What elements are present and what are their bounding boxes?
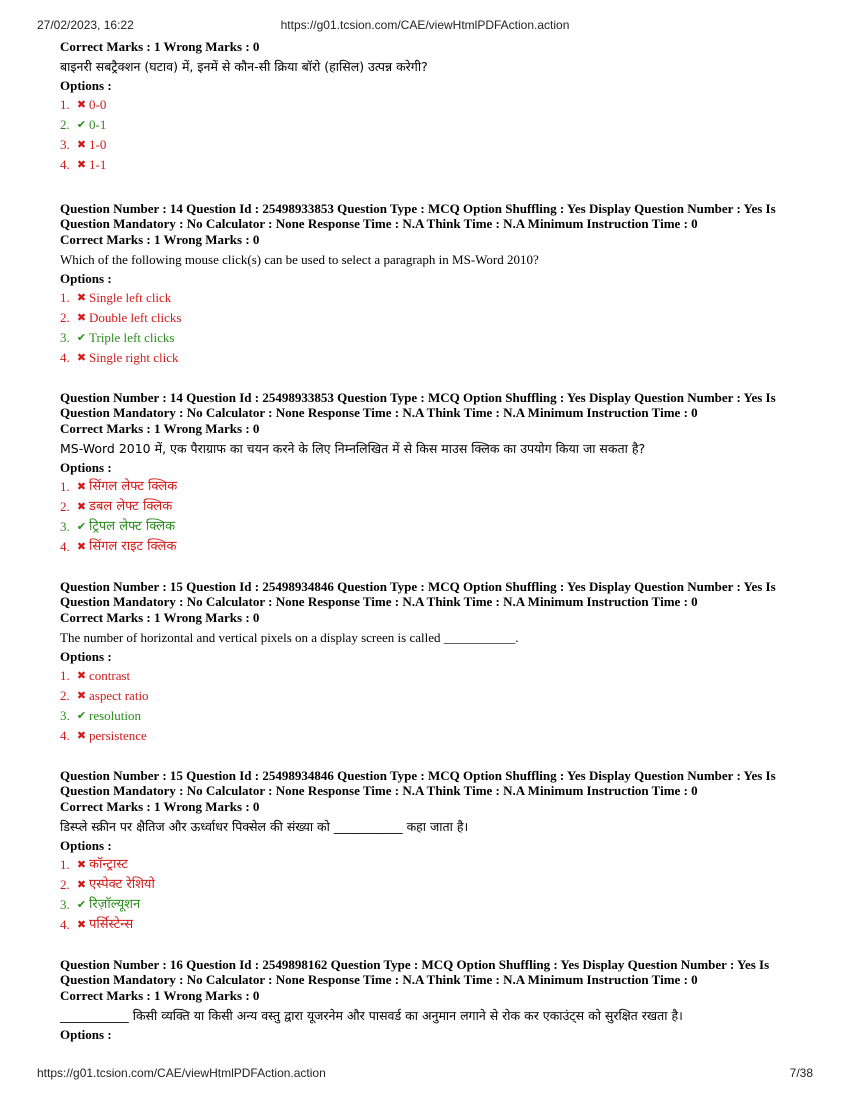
page-number: 7/38 — [789, 1066, 813, 1080]
option-text: सिंगल लेफ्ट क्लिक — [89, 479, 178, 494]
option-item — [60, 348, 800, 368]
question-meta: Question Mandatory : No Calculator : None Response Time : N.A Think Time : N.A Minimum Instruction Time : 0 — [60, 972, 698, 987]
marks-line: Correct Marks : 1 Wrong Marks : 0 — [60, 39, 260, 54]
option-item — [60, 855, 800, 875]
marks-line: Correct Marks : 1 Wrong Marks : 0 — [60, 421, 260, 436]
option-text: 0-1 — [89, 117, 107, 132]
option-item — [60, 115, 800, 135]
question-block — [60, 201, 800, 368]
option-item — [60, 477, 800, 497]
question-text: बाइनरी सबट्रैक्शन (घटाव) में, इनमें से कौन-सी क्रिया बॉरो (हासिल) उत्पन्न करेगी? — [60, 59, 428, 74]
option-number: 3. — [60, 897, 70, 912]
options-heading: Options : — [60, 649, 112, 664]
options-heading: Options : — [60, 271, 112, 286]
question-block — [60, 579, 800, 746]
marks-line: Correct Marks : 1 Wrong Marks : 0 — [60, 610, 260, 625]
question-text: डिस्प्ले स्क्रीन पर क्षैतिज और ऊर्ध्वाधर पिक्सेल की संख्या को ___________ कहा जाता है। — [60, 819, 469, 834]
option-number: 2. — [60, 499, 70, 514]
options-heading: Options : — [60, 838, 112, 853]
question-meta: Question Number : 14 Question Id : 25498933853 Question Type : MCQ Option Shuffling : Yes Display Question Number : Yes Is — [60, 390, 776, 405]
cross-icon: ✖ — [76, 541, 87, 553]
question-meta: Question Mandatory : No Calculator : None Response Time : N.A Think Time : N.A Minimum Instruction Time : 0 — [60, 783, 698, 798]
marks-line: Correct Marks : 1 Wrong Marks : 0 — [60, 799, 260, 814]
page-url: https://g01.tcsion.com/CAE/viewHtmlPDFAction.action — [280, 18, 570, 32]
option-number: 2. — [60, 117, 70, 132]
cross-icon: ✖ — [76, 501, 87, 513]
option-text: Single right click — [89, 350, 179, 365]
option-number: 2. — [60, 688, 70, 703]
options-heading: Options : — [60, 78, 112, 93]
question-meta: Question Mandatory : No Calculator : None Response Time : N.A Think Time : N.A Minimum Instruction Time : 0 — [60, 594, 698, 609]
option-item — [60, 497, 800, 517]
option-item — [60, 328, 800, 348]
option-item — [60, 537, 800, 557]
option-number: 2. — [60, 877, 70, 892]
check-icon: ✔ — [76, 710, 87, 722]
option-item — [60, 706, 800, 726]
cross-icon: ✖ — [76, 99, 87, 111]
option-item — [60, 517, 800, 537]
question-meta: Question Mandatory : No Calculator : None Response Time : N.A Think Time : N.A Minimum Instruction Time : 0 — [60, 216, 698, 231]
option-number: 4. — [60, 157, 70, 172]
option-number: 1. — [60, 97, 70, 112]
cross-icon: ✖ — [76, 139, 87, 151]
option-number: 1. — [60, 857, 70, 872]
option-item — [60, 155, 800, 175]
question-block — [60, 390, 800, 557]
option-item — [60, 666, 800, 686]
option-text: पर्सिस्टेन्स — [89, 917, 134, 932]
option-number: 3. — [60, 330, 70, 345]
option-text: persistence — [89, 728, 147, 743]
cross-icon: ✖ — [76, 859, 87, 871]
question-text: Which of the following mouse click(s) can be used to select a paragraph in MS-Word 2010? — [60, 252, 539, 267]
question-block — [60, 957, 800, 1044]
option-text: 1-0 — [89, 137, 107, 152]
cross-icon: ✖ — [76, 292, 87, 304]
option-item — [60, 308, 800, 328]
option-item — [60, 915, 800, 935]
question-text: MS-Word 2010 में, एक पैराग्राफ का चयन करने के लिए निम्नलिखित में से किस माउस क्लिक का उपयोग किया जा सकता है? — [60, 441, 646, 456]
question-meta: Question Number : 16 Question Id : 2549898162 Question Type : MCQ Option Shuffling : Yes Display Question Number : Yes Is — [60, 957, 770, 972]
option-number: 4. — [60, 350, 70, 365]
question-block — [60, 768, 800, 935]
option-number: 4. — [60, 917, 70, 932]
question-paper — [60, 38, 800, 1066]
option-text: resolution — [89, 708, 141, 723]
question-meta: Question Number : 15 Question Id : 25498934846 Question Type : MCQ Option Shuffling : Yes Display Question Number : Yes Is — [60, 768, 776, 783]
question-list — [60, 201, 800, 1044]
cross-icon: ✖ — [76, 919, 87, 931]
marks-line: Correct Marks : 1 Wrong Marks : 0 — [60, 988, 260, 1003]
cross-icon: ✖ — [76, 481, 87, 493]
page-footer — [0, 1066, 850, 1082]
option-number: 4. — [60, 728, 70, 743]
option-number: 1. — [60, 668, 70, 683]
options-list — [60, 855, 800, 935]
options-list — [60, 477, 800, 557]
cross-icon: ✖ — [76, 670, 87, 682]
cross-icon: ✖ — [76, 159, 87, 171]
options-list — [60, 666, 800, 746]
page-header — [0, 18, 850, 34]
check-icon: ✔ — [76, 119, 87, 131]
option-item — [60, 135, 800, 155]
option-text: contrast — [89, 668, 131, 683]
cross-icon: ✖ — [76, 690, 87, 702]
question-meta: Question Number : 15 Question Id : 25498934846 Question Type : MCQ Option Shuffling : Yes Display Question Number : Yes Is — [60, 579, 776, 594]
check-icon: ✔ — [76, 332, 87, 344]
option-item — [60, 875, 800, 895]
question-text: The number of horizontal and vertical pixels on a display screen is called ___________. — [60, 630, 519, 645]
check-icon: ✔ — [76, 521, 87, 533]
cross-icon: ✖ — [76, 312, 87, 324]
option-number: 3. — [60, 708, 70, 723]
option-text: सिंगल राइट क्लिक — [89, 539, 177, 554]
option-number: 3. — [60, 137, 70, 152]
option-number: 4. — [60, 539, 70, 554]
cross-icon: ✖ — [76, 879, 87, 891]
check-icon: ✔ — [76, 899, 87, 911]
question-meta: Question Mandatory : No Calculator : None Response Time : N.A Think Time : N.A Minimum Instruction Time : 0 — [60, 405, 698, 420]
question-meta: Question Number : 14 Question Id : 25498933853 Question Type : MCQ Option Shuffling : Yes Display Question Number : Yes Is — [60, 201, 776, 216]
options-heading: Options : — [60, 1027, 112, 1042]
option-text: एस्पेक्ट रेशियो — [89, 877, 155, 892]
option-text: डबल लेफ्ट क्लिक — [89, 499, 173, 514]
option-number: 1. — [60, 479, 70, 494]
option-text: Triple left clicks — [89, 330, 175, 345]
option-item — [60, 726, 800, 746]
option-text: रिज़ॉल्यूशन — [89, 897, 141, 912]
marks-line: Correct Marks : 1 Wrong Marks : 0 — [60, 232, 260, 247]
cross-icon: ✖ — [76, 352, 87, 364]
options-list — [60, 95, 800, 175]
option-text: कॉन्ट्रास्ट — [89, 857, 128, 872]
footer-url: https://g01.tcsion.com/CAE/viewHtmlPDFAction.action — [37, 1066, 326, 1080]
option-number: 2. — [60, 310, 70, 325]
print-datetime: 27/02/2023, 16:22 — [37, 18, 134, 32]
option-item — [60, 686, 800, 706]
option-number: 1. — [60, 290, 70, 305]
option-item — [60, 95, 800, 115]
option-item — [60, 895, 800, 915]
options-heading: Options : — [60, 460, 112, 475]
option-text: Double left clicks — [89, 310, 182, 325]
question-text: ___________ किसी व्यक्ति या किसी अन्य वस्तु द्वारा यूजरनेम और पासवर्ड का अनुमान लगाने से रोक कर एकाउंट्स को सुरक्षित रखता है। — [60, 1008, 683, 1023]
options-list — [60, 288, 800, 368]
question-block — [60, 38, 800, 175]
option-number: 3. — [60, 519, 70, 534]
option-text: aspect ratio — [89, 688, 149, 703]
option-text: 0-0 — [89, 97, 107, 112]
option-text: ट्रिपल लेफ्ट क्लिक — [89, 519, 176, 534]
option-item — [60, 288, 800, 308]
option-text: Single left click — [89, 290, 172, 305]
option-text: 1-1 — [89, 157, 107, 172]
cross-icon: ✖ — [76, 730, 87, 742]
